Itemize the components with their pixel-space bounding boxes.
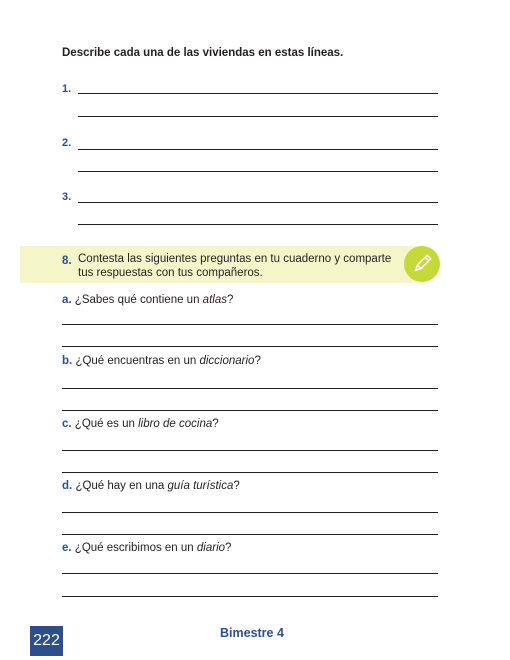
activity-text: Contesta las siguientes preguntas en tu cuaderno y comparte tus respuestas con tus compañeros. [78, 253, 392, 279]
question-e [62, 542, 231, 554]
question-letter: c. [62, 418, 72, 430]
answer-line[interactable] [78, 171, 438, 172]
question-letter: b. [62, 355, 73, 367]
item-number-1: 1. [62, 83, 72, 95]
pencil-icon [410, 252, 434, 276]
answer-line[interactable] [62, 512, 438, 513]
answer-line[interactable] [78, 149, 438, 150]
question-letter: e. [62, 542, 72, 554]
answer-line[interactable] [62, 573, 438, 574]
question-text: ¿Qué encuentras en un [75, 355, 200, 367]
question-end: ? [254, 355, 261, 367]
answer-line[interactable] [62, 472, 438, 473]
question-text: ¿Sabes qué contiene un [74, 294, 203, 306]
question-end: ? [233, 480, 240, 492]
answer-line[interactable] [62, 534, 438, 535]
answer-line[interactable] [62, 450, 438, 451]
question-end: ? [226, 294, 234, 306]
question-end: ? [225, 542, 232, 554]
answer-line[interactable] [62, 410, 438, 411]
footer-title: Bimestre 4 [220, 626, 284, 640]
question-a [62, 294, 233, 306]
activity-badge [404, 246, 440, 282]
answer-line[interactable] [78, 202, 438, 203]
question-b [62, 355, 261, 367]
question-italic: diario [196, 542, 226, 554]
item-number-3: 3. [62, 191, 72, 203]
answer-line[interactable] [78, 93, 438, 94]
question-letter: a. [62, 294, 72, 306]
question-italic: diccionario [199, 355, 255, 367]
question-italic: atlas [202, 294, 227, 306]
question-italic: libro de cocina [138, 418, 213, 430]
answer-line[interactable] [62, 346, 438, 347]
question-letter: d. [62, 480, 73, 492]
item-number-2: 2. [62, 137, 72, 149]
question-c [62, 418, 219, 430]
question-d [62, 480, 240, 492]
answer-line[interactable] [62, 596, 438, 597]
question-end: ? [212, 418, 219, 430]
answer-line[interactable] [78, 224, 438, 225]
instruction-text: Describe cada una de las viviendas en estas líneas. [62, 47, 344, 59]
answer-line[interactable] [62, 388, 438, 389]
answer-line[interactable] [62, 324, 438, 325]
answer-line[interactable] [78, 116, 438, 117]
activity-number: 8. [62, 255, 72, 267]
question-text: ¿Qué hay en una [75, 480, 168, 492]
question-text: ¿Qué es un [74, 418, 139, 430]
page-number: 222 [30, 626, 63, 656]
question-italic: guía turística [167, 480, 234, 492]
question-text: ¿Qué escribimos en un [74, 542, 197, 554]
